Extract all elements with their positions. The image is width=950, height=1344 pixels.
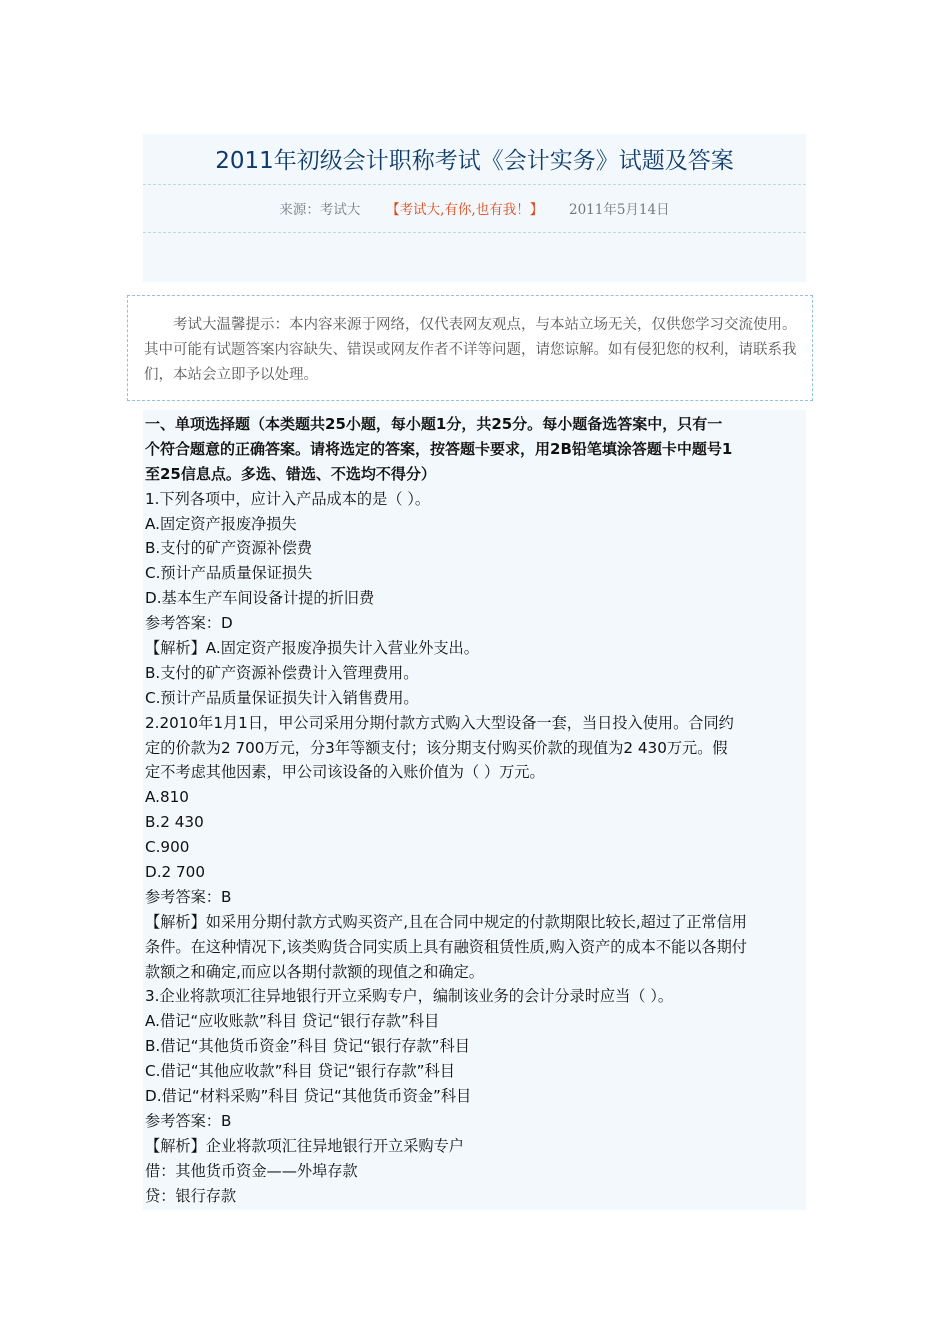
- content-line: 定的价款为2 700万元，分3年等额支付；该分期支付购买价款的现值为2 430万元。假: [145, 738, 728, 757]
- meta-divider: [143, 232, 806, 233]
- content-line: 1.下列各项中，应计入产品成本的是（ ）。: [145, 489, 431, 508]
- content-line: 参考答案：D: [145, 614, 233, 633]
- content-line: A.固定资产报废净损失: [145, 514, 297, 533]
- article-meta: [143, 200, 806, 220]
- content-line: 定不考虑其他因素，甲公司该设备的入账价值为（ ）万元。: [145, 763, 545, 782]
- content-line: 2.2010年1月1日，甲公司采用分期付款方式购入大型设备一套，当日投入使用。合同约: [145, 713, 734, 732]
- page-title: 2011年初级会计职称考试《会计实务》试题及答案: [215, 148, 734, 174]
- content-line: 贷：银行存款: [145, 1186, 237, 1205]
- content-line: 3.企业将款项汇往异地银行开立采购专户，编制该业务的会计分录时应当（ ）。: [145, 987, 674, 1006]
- article-header: [143, 134, 806, 282]
- content-line: 款额之和确定,而应以各期付款额的现值之和确定。: [145, 962, 484, 981]
- content-line: B.支付的矿产资源补偿费: [145, 539, 313, 558]
- publish-date: 2011年5月14日: [568, 202, 670, 218]
- title-divider: [143, 184, 806, 185]
- source-label: 来源：考试大: [279, 202, 361, 218]
- content-line: B.借记“其他货币资金”科目 贷记“银行存款”科目: [145, 1037, 470, 1056]
- site-slogan: 【考试大,有你,也有我！】: [386, 202, 544, 218]
- content-line: C.预计产品质量保证损失: [145, 564, 313, 583]
- content-line: D.借记“材料采购”科目 贷记“其他货币资金”科目: [145, 1087, 472, 1106]
- article-body: [143, 410, 806, 1210]
- content-line: D.2 700: [145, 863, 206, 882]
- section-heading-line: 至25信息点。多选、错选、不选均不得分）: [145, 464, 436, 483]
- section-heading-line: 一、单项选择题（本类题共25小题，每小题1分，共25分。每小题备选答案中，只有一: [145, 415, 723, 433]
- content-line: 参考答案：B: [145, 1111, 232, 1130]
- content-line: C.900: [145, 838, 190, 857]
- content-line: 借：其他货币资金——外埠存款: [145, 1161, 358, 1180]
- content-line: C.预计产品质量保证损失计入销售费用。: [145, 688, 419, 707]
- content-line: C.借记“其他应收款”科目 贷记“银行存款”科目: [145, 1062, 455, 1081]
- section-heading-line: 个符合题意的正确答案。请将选定的答案，按答题卡要求，用2B铅笔填涂答题卡中题号1: [145, 439, 733, 458]
- content-line: 【解析】企业将款项汇往异地银行开立采购专户: [145, 1136, 464, 1155]
- content-line: D.基本生产车间设备计提的折旧费: [145, 589, 375, 608]
- content-line: 【解析】A.固定资产报废净损失计入营业外支出。: [145, 639, 479, 658]
- article-lines: [145, 412, 807, 1209]
- content-line: A.810: [145, 788, 189, 807]
- content-line: 条件。在这种情况下,该类购货合同实质上具有融资租赁性质,购入资产的成本不能以各期付: [145, 937, 747, 956]
- content-line: B.2 430: [145, 813, 204, 832]
- content-line: A.借记“应收账款”科目 贷记“银行存款”科目: [145, 1012, 440, 1031]
- content-line: B.支付的矿产资源补偿费计入管理费用。: [145, 663, 419, 682]
- notice-box: [127, 295, 813, 401]
- content-line: 参考答案：B: [145, 887, 232, 906]
- notice-text: 考试大温馨提示：本内容来源于网络，仅代表网友观点，与本站立场无关，仅供您学习交流使用。其中可能有试题答案内容缺失、错误或网友作者不详等问题，请您谅解。如有侵犯您的权利，请联系我们，本站会立即予以处理。: [144, 317, 797, 383]
- content-line: 【解析】如采用分期付款方式购买资产,且在合同中规定的付款期限比较长,超过了正常信用: [145, 912, 747, 931]
